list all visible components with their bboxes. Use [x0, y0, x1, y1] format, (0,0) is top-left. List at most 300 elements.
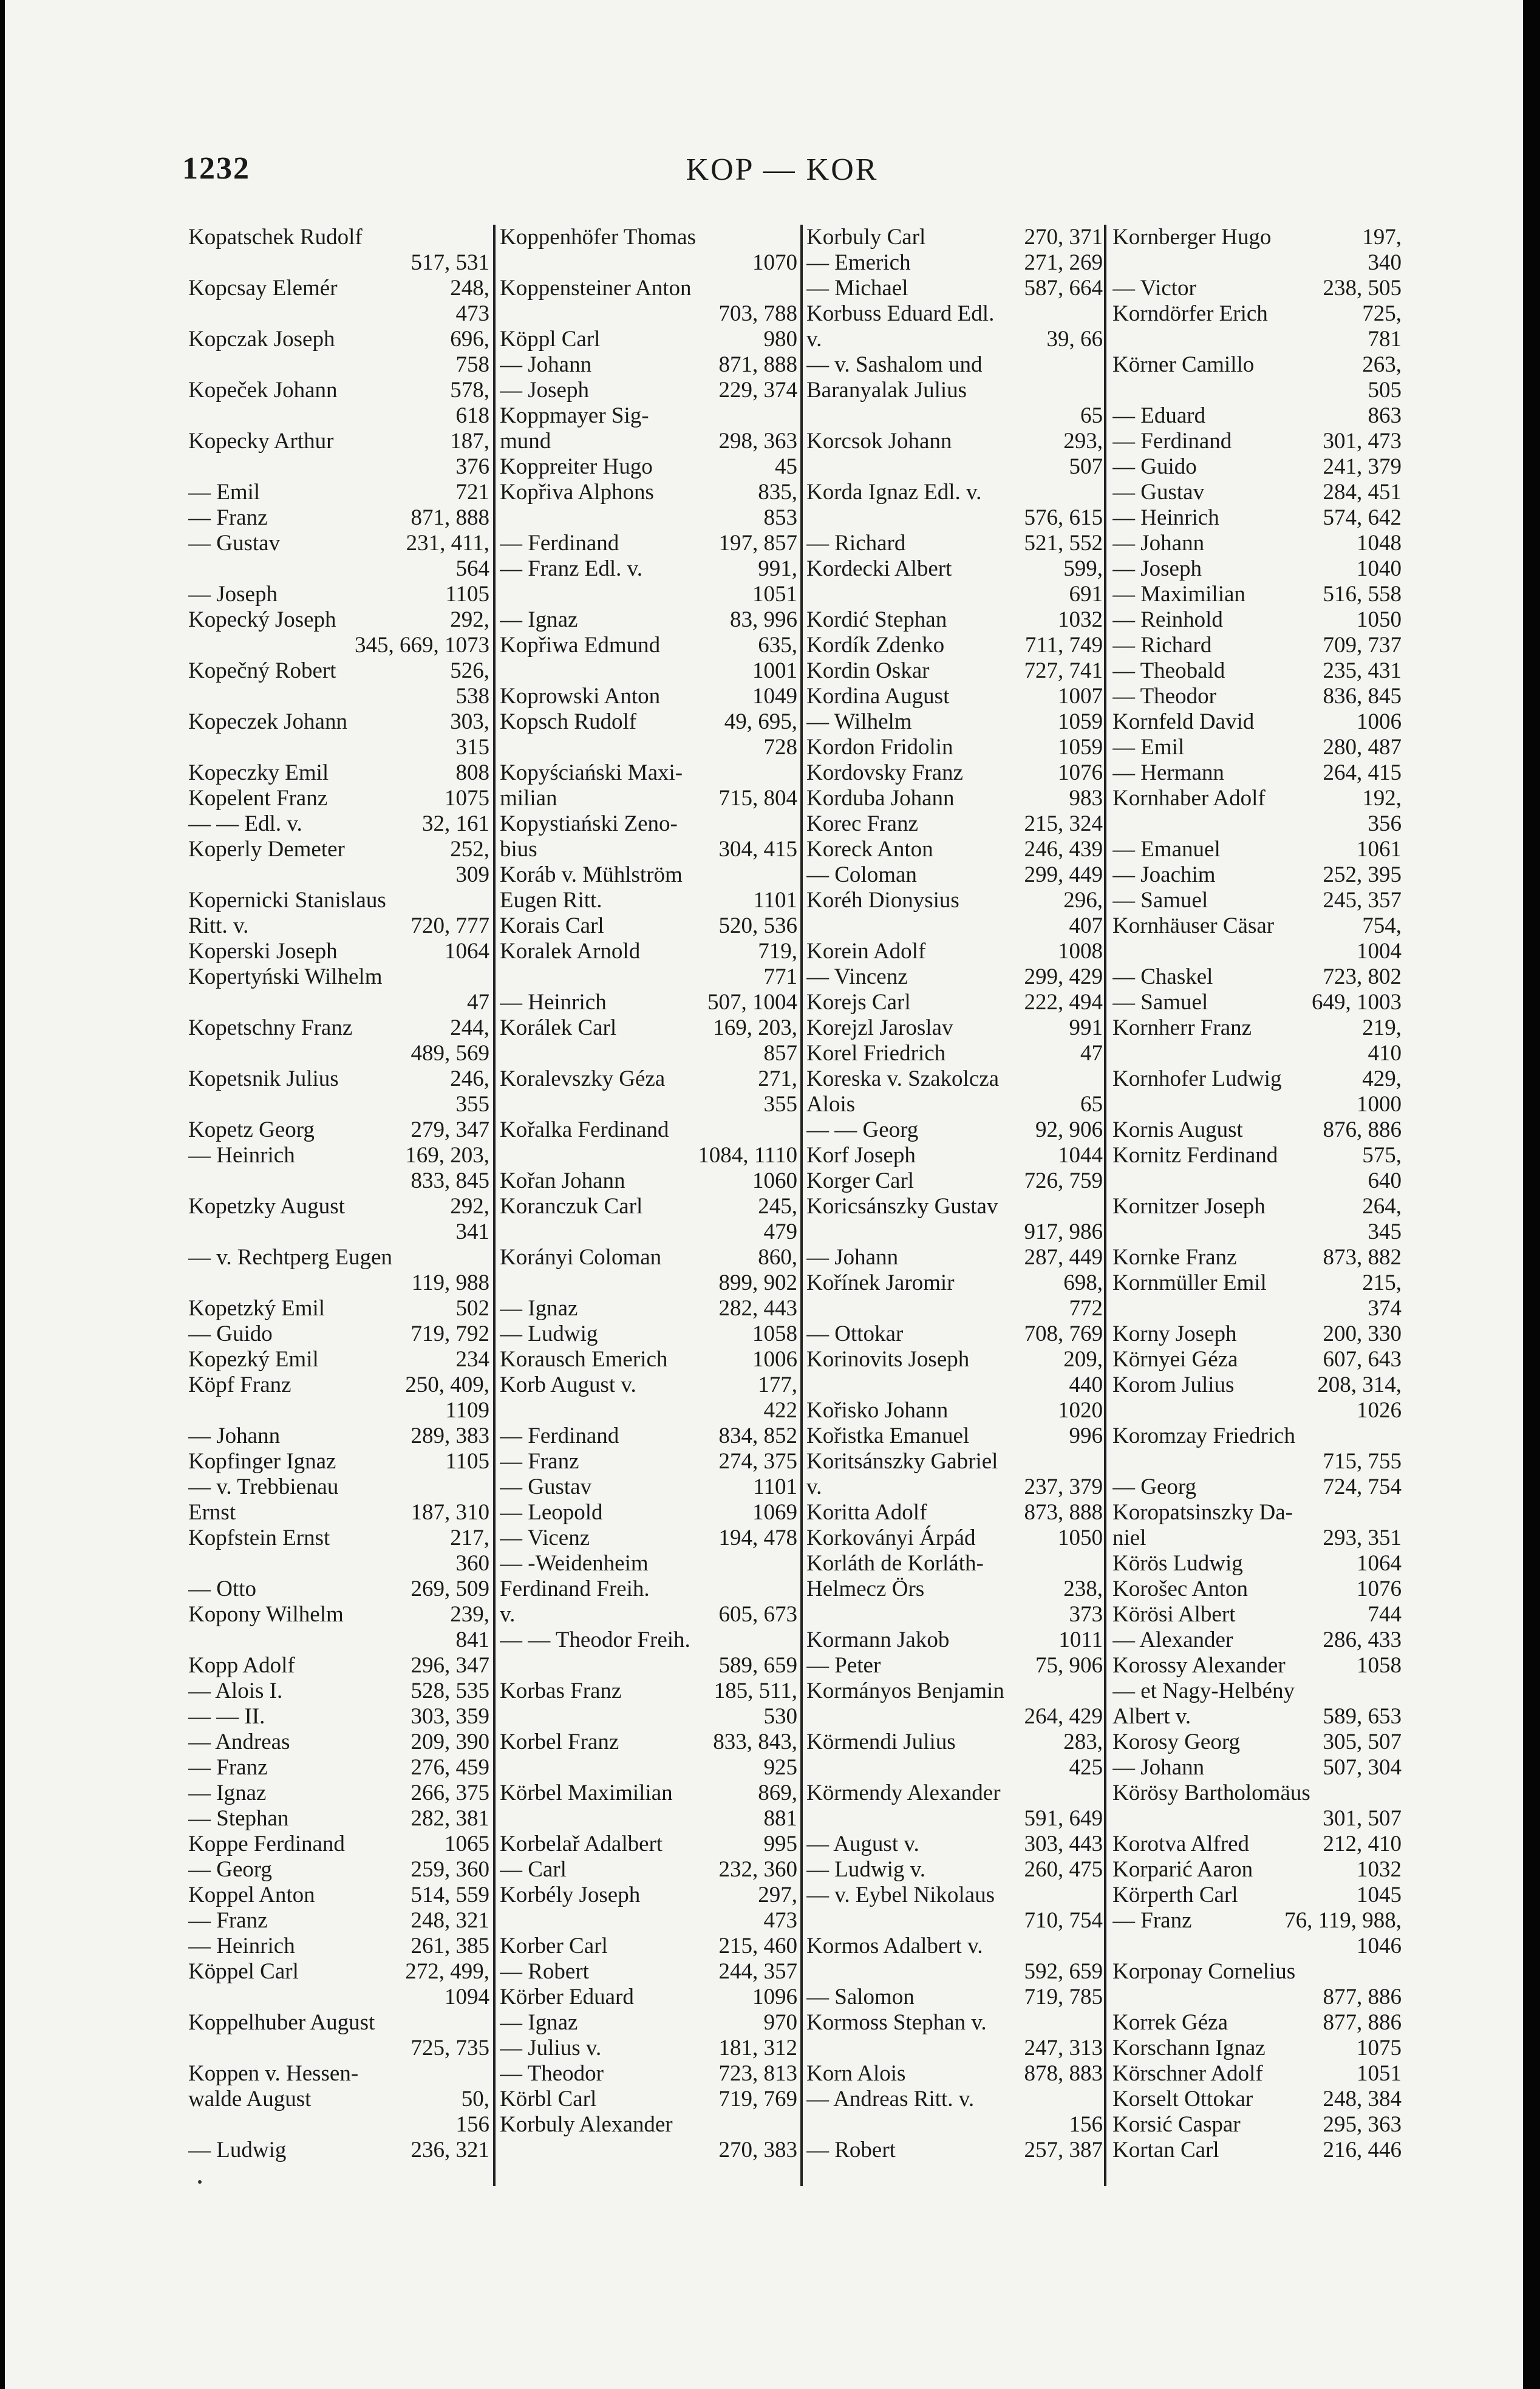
entry-pages: 860, — [758, 1245, 797, 1270]
index-entry — [188, 913, 489, 939]
entry-name: Alois — [806, 1092, 856, 1117]
entry-name — [806, 505, 1021, 531]
entry-name: — Emerich — [806, 250, 911, 275]
entry-pages: 719, 785 — [1024, 1985, 1103, 2009]
index-entry — [500, 684, 797, 709]
entry-pages: 192, — [1362, 786, 1402, 811]
entry-pages: 264, 415 — [1323, 760, 1402, 785]
index-entry — [806, 1678, 1103, 1704]
entry-pages: 197, 857 — [718, 531, 797, 556]
entry-pages: 507 — [1069, 454, 1103, 479]
entry-pages: 578, — [450, 378, 489, 403]
entry-pages — [1398, 1678, 1402, 1704]
entry-name: — Chaskel — [1112, 964, 1213, 989]
entry-pages: 618 — [455, 403, 489, 428]
index-entry — [1104, 1908, 1402, 1934]
entry-name: — Theodor — [1112, 684, 1216, 709]
entry-pages: 991 — [1069, 1015, 1103, 1040]
entry-name: Koreska v. Szakolcza — [806, 1066, 1000, 1091]
index-entry — [188, 2010, 489, 2036]
index-entry — [1104, 888, 1402, 913]
entry-name: Kořistka Emanuel — [806, 1423, 970, 1448]
entry-pages: 473 — [455, 301, 489, 326]
entry-pages: 715, 804 — [718, 786, 797, 811]
entry-pages: 877, 886 — [1323, 1985, 1402, 2009]
index-entry — [1104, 684, 1402, 709]
entry-name: Kordovsky Franz — [806, 760, 963, 785]
index-entry — [1104, 1015, 1402, 1041]
entry-pages: 473 — [763, 1908, 797, 1933]
index-entry — [188, 1143, 489, 1168]
entry-name: — Vicenz — [500, 1525, 590, 1550]
entry-pages: 871, 888 — [411, 505, 489, 530]
entry-name: Korejs Carl — [806, 990, 911, 1015]
entry-pages: 853 — [763, 505, 797, 530]
entry-name: — Richard — [1112, 633, 1212, 658]
index-entry — [1104, 990, 1402, 1015]
entry-name: Koppen v. Hessen- — [188, 2061, 359, 2086]
index-entry — [500, 1806, 797, 1832]
index-column-2 — [500, 225, 797, 2163]
entry-pages — [794, 1627, 797, 1653]
entry-pages: 156 — [455, 2112, 489, 2137]
index-entry — [188, 1857, 489, 1883]
entry-name: — Peter — [806, 1653, 881, 1678]
entry-name: — Ignaz — [188, 1781, 267, 1805]
index-column-3 — [806, 225, 1103, 2163]
entry-pages — [1398, 1781, 1402, 1806]
entry-name: Korbély Joseph — [500, 1883, 641, 1907]
index-entry — [188, 964, 489, 990]
entry-name: — — Edl. v. — [188, 811, 302, 836]
index-entry — [188, 1832, 489, 1857]
entry-pages: 234 — [455, 1347, 489, 1372]
entry-pages — [1099, 1194, 1103, 1219]
entry-pages: 209, — [1063, 1347, 1103, 1372]
entry-pages: 1075 — [1357, 2036, 1402, 2060]
index-entry — [806, 276, 1103, 301]
entry-pages: 75, 906 — [1035, 1653, 1103, 1678]
index-entry — [1104, 2010, 1402, 2036]
entry-name: Korn Alois — [806, 2061, 906, 2086]
entry-pages: 407 — [1069, 913, 1103, 938]
entry-pages: 899, 902 — [718, 1270, 797, 1295]
entry-name: Kormányos Benjamin — [806, 1678, 1004, 1703]
entry-pages: 1059 — [1058, 735, 1103, 760]
entry-pages: 235, 431 — [1323, 658, 1402, 683]
index-entry — [188, 1551, 489, 1576]
index-entry — [806, 888, 1103, 913]
entry-name — [188, 1041, 407, 1066]
index-entry — [1104, 964, 1402, 990]
entry-name: — Johann — [188, 1423, 281, 1448]
entry-pages — [1099, 1066, 1103, 1092]
entry-name: — Emil — [188, 480, 261, 505]
index-entry — [1104, 225, 1402, 250]
index-entry — [806, 2138, 1103, 2163]
entry-name: — Gustav — [188, 531, 281, 556]
entry-pages: 725, 735 — [411, 2036, 489, 2060]
entry-name: — Ludwig — [500, 1321, 598, 1346]
index-entry — [500, 1602, 797, 1627]
index-entry — [806, 250, 1103, 276]
entry-pages: 1064 — [1357, 1551, 1402, 1576]
index-entry — [806, 1857, 1103, 1883]
entry-name — [806, 403, 1077, 429]
entry-name: Kopfstein Ernst — [188, 1525, 330, 1550]
entry-name: — Ottokar — [806, 1321, 904, 1346]
entry-name — [500, 2138, 715, 2163]
entry-pages: 703, 788 — [718, 301, 797, 326]
entry-pages: 47 — [1080, 1041, 1103, 1066]
entry-pages: 280, 487 — [1323, 735, 1402, 760]
entry-pages: 1007 — [1058, 684, 1103, 709]
index-entry — [1104, 556, 1402, 582]
index-entry — [500, 327, 797, 352]
entry-pages: 591, 649 — [1024, 1806, 1103, 1831]
entry-pages: 719, 769 — [718, 2087, 797, 2111]
index-entry — [188, 2112, 489, 2138]
entry-name: — Johann — [500, 352, 592, 377]
entry-name: Korbuly Alexander — [500, 2112, 673, 2137]
index-entry — [500, 1143, 797, 1168]
entry-name: — Otto — [188, 1576, 257, 1601]
entry-pages: 187, — [450, 429, 489, 454]
entry-name: Kornhäuser Cäsar — [1112, 913, 1275, 938]
entry-name — [1112, 1985, 1320, 2010]
entry-pages: 1101 — [753, 1474, 797, 1499]
entry-pages: 49, 695, — [724, 709, 797, 734]
index-entry — [1104, 1959, 1402, 1985]
entry-name — [188, 633, 351, 658]
entry-name — [1112, 1934, 1353, 1959]
entry-pages: 995 — [763, 1832, 797, 1856]
entry-name: Kopsch Rudolf — [500, 709, 637, 734]
entry-name: Korbel Franz — [500, 1730, 619, 1754]
entry-name: Baranyalak Julius — [806, 378, 967, 403]
entry-name — [500, 964, 760, 990]
entry-name — [188, 1551, 452, 1576]
entry-name: Kornhaber Adolf — [1112, 786, 1266, 811]
entry-pages: 32, 161 — [422, 811, 489, 836]
entry-name: bius — [500, 837, 537, 862]
entry-name: Kordina August — [806, 684, 950, 709]
entry-pages: 295, 363 — [1323, 2112, 1402, 2137]
index-entry — [1104, 760, 1402, 786]
entry-pages: 1000 — [1357, 1092, 1402, 1117]
entry-name — [500, 1806, 760, 1832]
index-entry — [500, 1653, 797, 1678]
entry-pages — [794, 760, 797, 786]
entry-name: — Salomon — [806, 1985, 915, 2009]
index-entry — [806, 1398, 1103, 1423]
entry-name: — Guido — [188, 1321, 273, 1346]
index-entry — [500, 403, 797, 429]
index-entry — [1104, 1934, 1402, 1959]
entry-pages: 425 — [1069, 1755, 1103, 1780]
entry-pages: 1076 — [1058, 760, 1103, 785]
index-entry — [188, 403, 489, 429]
entry-name: Kopyściański Maxi- — [500, 760, 683, 785]
entry-name: — Franz Edl. v. — [500, 556, 642, 581]
entry-pages: 877, 886 — [1323, 2010, 1402, 2035]
entry-name: Koricsánszky Gustav — [806, 1194, 998, 1219]
entry-name: Kornherr Franz — [1112, 1015, 1252, 1040]
entry-pages: 252, 395 — [1323, 862, 1402, 887]
entry-name — [1112, 1168, 1365, 1194]
index-entry — [500, 1857, 797, 1883]
index-entry — [500, 633, 797, 658]
entry-name — [188, 862, 452, 888]
index-entry — [188, 709, 489, 735]
index-entry — [500, 1168, 797, 1194]
index-entry — [1104, 1755, 1402, 1781]
entry-name: — Franz — [500, 1449, 579, 1474]
index-entry — [1104, 2138, 1402, 2163]
index-entry — [188, 1168, 489, 1194]
index-entry — [1104, 1143, 1402, 1168]
index-entry — [188, 2087, 489, 2112]
index-entry — [1104, 709, 1402, 735]
entry-pages: 1075 — [445, 786, 489, 811]
entry-pages: 229, 374 — [718, 378, 797, 403]
index-entry — [806, 1500, 1103, 1525]
entry-name: Korbas Franz — [500, 1678, 622, 1703]
entry-pages: 376 — [455, 454, 489, 479]
entry-name — [806, 1704, 1021, 1730]
index-entry — [806, 1219, 1103, 1245]
entry-pages: 248, — [450, 276, 489, 301]
entry-pages: 264, 429 — [1024, 1704, 1103, 1729]
entry-pages: 355 — [763, 1092, 797, 1117]
entry-name: — Leopold — [500, 1500, 603, 1525]
entry-name — [806, 913, 1066, 939]
index-entry — [806, 1321, 1103, 1347]
entry-pages — [486, 964, 489, 990]
entry-name — [1112, 1041, 1365, 1066]
entry-name: milian — [500, 786, 557, 811]
entry-pages: 304, 415 — [718, 837, 797, 862]
entry-name: Körösy Bartholomäus — [1112, 1781, 1310, 1805]
entry-name — [806, 1806, 1021, 1832]
entry-name: Koppe Ferdinand — [188, 1832, 345, 1856]
entry-pages: 1004 — [1357, 939, 1402, 964]
entry-pages: 1006 — [752, 1347, 797, 1372]
entry-pages — [1099, 301, 1103, 327]
entry-name — [188, 454, 452, 480]
index-entry — [500, 811, 797, 837]
index-entry — [188, 888, 489, 913]
index-entry — [806, 1117, 1103, 1143]
index-entry — [500, 1041, 797, 1066]
index-entry — [806, 735, 1103, 760]
entry-name: — — Georg — [806, 1117, 919, 1142]
index-entry — [806, 1653, 1103, 1678]
entry-pages: 345, 669, 1073 — [355, 633, 489, 658]
entry-name — [188, 1219, 452, 1245]
entry-name: — Theobald — [1112, 658, 1225, 683]
index-entry — [806, 1066, 1103, 1092]
entry-pages: 244, 357 — [718, 1959, 797, 1984]
entry-pages: 1032 — [1357, 1857, 1402, 1882]
index-entry — [188, 429, 489, 454]
index-entry — [1104, 327, 1402, 352]
entry-name — [806, 1219, 1021, 1245]
index-entry — [188, 1678, 489, 1704]
entry-pages — [794, 276, 797, 301]
index-entry — [500, 1576, 797, 1602]
entry-name: Korb August v. — [500, 1372, 636, 1397]
index-entry — [806, 1296, 1103, 1321]
entry-pages: 245, 357 — [1323, 888, 1402, 913]
index-entry — [188, 1219, 489, 1245]
index-entry — [1104, 786, 1402, 811]
index-entry — [188, 633, 489, 658]
index-entry — [500, 1270, 797, 1296]
entry-pages: 284, 451 — [1323, 480, 1402, 505]
entry-pages: 833, 845 — [411, 1168, 489, 1193]
entry-pages: 440 — [1069, 1372, 1103, 1397]
index-entry — [188, 1525, 489, 1551]
entry-name — [188, 1092, 452, 1117]
index-entry — [188, 1576, 489, 1602]
entry-pages: 507, 304 — [1323, 1755, 1402, 1780]
entry-pages: 507, 1004 — [707, 990, 797, 1015]
index-entry — [1104, 913, 1402, 939]
entry-pages: 727, 741 — [1024, 658, 1103, 683]
entry-name: mund — [500, 429, 551, 454]
index-entry — [1104, 301, 1402, 327]
entry-name — [806, 1296, 1066, 1321]
index-entry — [188, 1934, 489, 1959]
entry-name: Korányi Coloman — [500, 1245, 662, 1270]
index-entry — [1104, 2087, 1402, 2112]
entry-name: Kordin Oskar — [806, 658, 930, 683]
index-entry — [500, 1398, 797, 1423]
entry-pages: 878, 883 — [1024, 2061, 1103, 2086]
index-entry — [1104, 735, 1402, 760]
entry-name: Körner Camillo — [1112, 352, 1255, 377]
entry-pages — [794, 2112, 797, 2138]
entry-name: — Ludwig — [188, 2138, 287, 2162]
entry-pages: 1026 — [1357, 1398, 1402, 1423]
entry-name: — Heinrich — [500, 990, 607, 1015]
entry-name: Kopeczky Emil — [188, 760, 329, 785]
entry-name: Korger Carl — [806, 1168, 915, 1193]
index-entry — [1104, 633, 1402, 658]
index-entry — [188, 2036, 489, 2061]
index-entry — [1104, 1474, 1402, 1500]
entry-name: Korotva Alfred — [1112, 1832, 1250, 1856]
entry-name — [500, 1143, 694, 1168]
entry-pages: 232, 360 — [718, 1857, 797, 1882]
entry-name: Koralek Arnold — [500, 939, 641, 964]
entry-pages: 863 — [1368, 403, 1402, 428]
index-entry — [1104, 1168, 1402, 1194]
entry-name — [1112, 811, 1365, 837]
entry-pages: 238, 505 — [1323, 276, 1402, 301]
entry-name: — Heinrich — [188, 1934, 295, 1958]
index-entry — [500, 1500, 797, 1525]
entry-name: Környei Géza — [1112, 1347, 1238, 1372]
entry-name — [500, 250, 749, 276]
index-column-1 — [188, 225, 489, 2163]
index-entry — [806, 1908, 1103, 1934]
entry-name: — Ferdinand — [500, 1423, 619, 1448]
index-entry — [188, 327, 489, 352]
entry-name: — Andreas Ritt. v. — [806, 2087, 975, 2111]
entry-pages: 292, — [450, 607, 489, 632]
entry-pages: 516, 558 — [1323, 582, 1402, 607]
entry-name — [806, 1908, 1021, 1934]
entry-name: Korduba Johann — [806, 786, 955, 811]
entry-pages: 1064 — [445, 939, 489, 964]
index-entry — [806, 1883, 1103, 1908]
entry-name: Korbuly Carl — [806, 225, 926, 250]
index-entry — [188, 1194, 489, 1219]
entry-pages: 587, 664 — [1024, 276, 1103, 301]
index-entry — [500, 1194, 797, 1219]
entry-pages: 355 — [455, 1092, 489, 1117]
index-entry — [806, 1704, 1103, 1730]
entry-pages: 715, 755 — [1323, 1449, 1402, 1474]
index-entry — [500, 1678, 797, 1704]
entry-name: Kordon Fridolin — [806, 735, 953, 760]
entry-name: Albert v. — [1112, 1704, 1191, 1729]
index-entry — [188, 1423, 489, 1449]
index-entry — [806, 2112, 1103, 2138]
index-entry — [806, 1627, 1103, 1653]
index-entry — [806, 352, 1103, 378]
index-entry — [1104, 480, 1402, 505]
entry-pages — [1099, 1934, 1103, 1959]
entry-name — [1112, 1092, 1353, 1117]
entry-pages: 876, 886 — [1323, 1117, 1402, 1142]
index-entry — [1104, 531, 1402, 556]
index-entry — [188, 760, 489, 786]
entry-name: Kopřiva Alphons — [500, 480, 654, 505]
entry-name — [1112, 250, 1365, 276]
entry-pages — [794, 225, 797, 250]
entry-pages — [794, 1117, 797, 1143]
entry-pages: 1109 — [445, 1398, 489, 1423]
entry-name: Korel Friedrich — [806, 1041, 946, 1066]
entry-pages: 983 — [1069, 786, 1103, 811]
entry-name: Koppensteiner Anton — [500, 276, 692, 301]
entry-pages: 1094 — [445, 1985, 489, 2009]
entry-pages — [1099, 1678, 1103, 1704]
entry-name: Kopcsay Elemér — [188, 276, 338, 301]
entry-pages: 257, 387 — [1024, 2138, 1103, 2162]
entry-pages: 528, 535 — [411, 1678, 489, 1703]
index-entry — [188, 1372, 489, 1398]
index-entry — [806, 1985, 1103, 2010]
entry-pages — [486, 2061, 489, 2087]
entry-pages: 917, 986 — [1024, 1219, 1103, 1244]
index-entry — [188, 1041, 489, 1066]
entry-name: Kornis August — [1112, 1117, 1243, 1142]
entry-name — [500, 1908, 760, 1934]
entry-pages — [1099, 378, 1103, 403]
entry-pages: 564 — [455, 556, 489, 581]
entry-pages: 1070 — [752, 250, 797, 275]
index-entry — [500, 1985, 797, 2010]
entry-name — [1112, 1398, 1353, 1423]
entry-name: Korponay Cornelius — [1112, 1959, 1296, 1984]
entry-pages — [486, 1245, 489, 1270]
entry-name — [188, 2112, 452, 2138]
index-entry — [188, 1270, 489, 1296]
